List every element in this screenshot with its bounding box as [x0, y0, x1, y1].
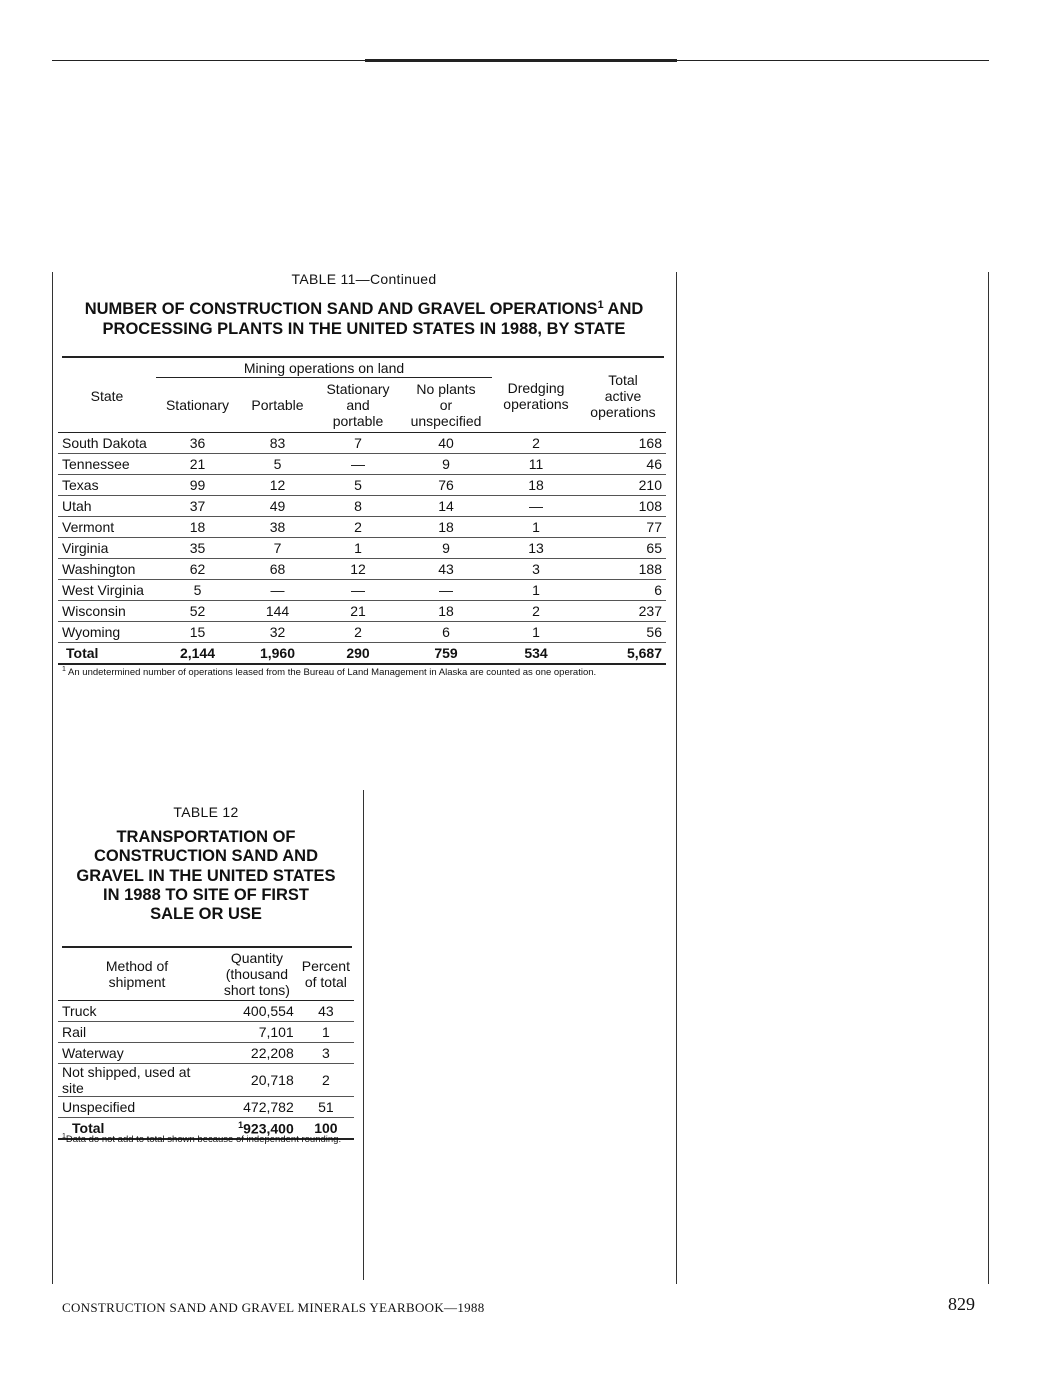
header-method: Method of shipment: [105, 958, 169, 990]
value-cell: 1: [492, 622, 580, 643]
value-cell: 46: [580, 454, 666, 475]
left-margin-line: [52, 272, 53, 1284]
table11: [58, 359, 666, 665]
table-row: [58, 517, 666, 538]
table-row: [58, 601, 666, 622]
table-row: [58, 1022, 354, 1043]
value-cell: 6: [580, 580, 666, 601]
title-line: IN 1988 TO SITE OF FIRST: [103, 885, 309, 904]
value-cell: 52: [156, 601, 239, 622]
value-cell: 43: [400, 559, 492, 580]
value-cell: 1: [316, 538, 400, 559]
state-cell: Wisconsin: [58, 601, 156, 622]
value-cell: 18: [400, 517, 492, 538]
state-cell: Texas: [58, 475, 156, 496]
value-cell: 144: [239, 601, 316, 622]
value-cell: 62: [156, 559, 239, 580]
value-cell: 18: [400, 601, 492, 622]
value-cell: 13: [492, 538, 580, 559]
value-cell: 32: [239, 622, 316, 643]
value-cell: 759: [400, 643, 492, 665]
table11-footnote: $^1$ An undetermined number of operations leased from the Bureau of Land Management in Alaska are counted as one operation.: [62, 666, 597, 679]
top-rule-bold: [365, 59, 677, 62]
table-row: [58, 580, 666, 601]
state-cell: South Dakota: [58, 433, 156, 454]
value-cell: 5: [156, 580, 239, 601]
page-number: 829: [948, 1294, 975, 1314]
table-row: [58, 1064, 354, 1097]
value-cell: 2: [316, 517, 400, 538]
value-cell: 7: [239, 538, 316, 559]
table-row: [58, 1043, 354, 1064]
value-cell: 1: [492, 580, 580, 601]
footnote-marker: 1: [238, 1119, 244, 1130]
value-cell: 99: [156, 475, 239, 496]
table11-label: TABLE 11—Continued: [291, 271, 437, 287]
method-cell: Truck: [58, 1001, 216, 1022]
title-line: CONSTRUCTION SAND AND: [94, 847, 318, 866]
table12-title: [58, 828, 354, 924]
value-cell: 36: [156, 433, 239, 454]
header-percent: Percent of total: [301, 958, 350, 990]
value-cell: —: [239, 580, 316, 601]
value-cell: 35: [156, 538, 239, 559]
title-line: GRAVEL IN THE UNITED STATES: [76, 866, 336, 885]
value-cell: 51: [298, 1097, 354, 1118]
method-cell: Unspecified: [58, 1097, 216, 1118]
value-cell: 400,554: [216, 1001, 298, 1022]
state-cell: Tennessee: [58, 454, 156, 475]
table-row: [58, 559, 666, 580]
value-cell: 14: [400, 496, 492, 517]
table-row: [58, 1001, 354, 1022]
method-cell: Rail: [58, 1022, 216, 1043]
method-cell: Waterway: [58, 1043, 216, 1064]
table12: [58, 948, 354, 1140]
title-line: SALE OR USE: [150, 905, 262, 924]
value-cell: 40: [400, 433, 492, 454]
table-row: [58, 496, 666, 517]
table-row: [58, 475, 666, 496]
table11-title: NUMBER OF CONSTRUCTION SAND AND GRAVEL OPERATIONS$^1$ AND PROCESSING PLANTS IN THE UNITED STATES IN 1988, BY STATE: [84, 299, 644, 338]
value-cell: 472,782: [216, 1097, 298, 1118]
state-cell: Vermont: [58, 517, 156, 538]
value-cell: 2: [316, 622, 400, 643]
table12-footnote: $^1$Data do not add to total shown because of independent rounding.: [62, 1133, 342, 1146]
value-cell: 20,718: [216, 1064, 298, 1097]
state-cell: Virginia: [58, 538, 156, 559]
state-cell: Total: [58, 643, 156, 665]
table12-column-line: [363, 790, 364, 1280]
value-cell: 8: [316, 496, 400, 517]
right-margin-line: [988, 272, 989, 1284]
table-row: [58, 1097, 354, 1118]
header-mining-group: Mining operations on land: [156, 359, 492, 378]
value-cell: 12: [239, 475, 316, 496]
table-row: [58, 538, 666, 559]
value-cell: 18: [492, 475, 580, 496]
value-cell: 3: [298, 1043, 354, 1064]
title-line: TRANSPORTATION OF: [116, 828, 296, 846]
header-stationary: Stationary: [165, 397, 230, 413]
value-cell: 38: [239, 517, 316, 538]
header-stationary-and-portable: Stationary and portable: [326, 381, 390, 429]
value-cell: 12: [316, 559, 400, 580]
value-cell: 108: [580, 496, 666, 517]
header-total-active: Total active operations: [590, 371, 656, 420]
value-cell: 237: [580, 601, 666, 622]
value-cell: 5: [239, 454, 316, 475]
value-cell: —: [316, 580, 400, 601]
value-cell: 7,101: [216, 1022, 298, 1043]
header-dredging: Dredging operations: [503, 379, 569, 412]
value-cell: 43: [298, 1001, 354, 1022]
state-cell: Washington: [58, 559, 156, 580]
value-cell: 188: [580, 559, 666, 580]
value-cell: 2,144: [156, 643, 239, 665]
value-cell: 6: [400, 622, 492, 643]
value-cell: —: [400, 580, 492, 601]
value-cell: 37: [156, 496, 239, 517]
method-cell: Total: [58, 1118, 216, 1140]
value-cell: 76: [400, 475, 492, 496]
value-cell: 68: [239, 559, 316, 580]
value-cell: —: [316, 454, 400, 475]
header-state: State: [90, 387, 124, 404]
value-cell: 2: [298, 1064, 354, 1097]
value-cell: 290: [316, 643, 400, 665]
table11-top-rule: [62, 356, 664, 358]
value-cell: 7: [316, 433, 400, 454]
running-footer: CONSTRUCTION SAND AND GRAVEL MINERALS YEARBOOK—1988: [62, 1300, 485, 1315]
method-cell: Not shipped, used at site: [58, 1064, 216, 1097]
value-cell: 21: [316, 601, 400, 622]
value-cell: 1: [492, 517, 580, 538]
table-total-row: [58, 643, 666, 665]
value-cell: 210: [580, 475, 666, 496]
value-cell: 83: [239, 433, 316, 454]
header-quantity: Quantity (thousand short tons): [223, 950, 290, 998]
value-cell: 65: [580, 538, 666, 559]
value-cell: 1: [298, 1022, 354, 1043]
value-cell: 9: [400, 454, 492, 475]
table12-label: TABLE 12: [173, 804, 239, 820]
value-cell: 168: [580, 433, 666, 454]
total-quantity: 923,400: [243, 1120, 294, 1137]
value-cell: 22,208: [216, 1043, 298, 1064]
value-cell: 5: [316, 475, 400, 496]
table-row: [58, 454, 666, 475]
value-cell: 15: [156, 622, 239, 643]
value-cell: 77: [580, 517, 666, 538]
table-row: [58, 622, 666, 643]
value-cell: 18: [156, 517, 239, 538]
value-cell: —: [492, 496, 580, 517]
value-cell: 9: [400, 538, 492, 559]
state-cell: West Virginia: [58, 580, 156, 601]
value-cell: 11: [492, 454, 580, 475]
value-cell: 2: [492, 433, 580, 454]
state-cell: Wyoming: [58, 622, 156, 643]
value-cell: 534: [492, 643, 580, 665]
table-row: [58, 433, 666, 454]
center-column-line: [676, 272, 677, 1284]
value-cell: 56: [580, 622, 666, 643]
value-cell: 100: [298, 1118, 354, 1140]
value-cell: 2: [492, 601, 580, 622]
value-cell: 1,960: [239, 643, 316, 665]
value-cell: 5,687: [580, 643, 666, 665]
state-cell: Utah: [58, 496, 156, 517]
header-no-plants: No plants or unspecified: [410, 381, 482, 429]
header-portable: Portable: [251, 397, 304, 413]
value-cell: 49: [239, 496, 316, 517]
value-cell: 21: [156, 454, 239, 475]
value-cell: 3: [492, 559, 580, 580]
